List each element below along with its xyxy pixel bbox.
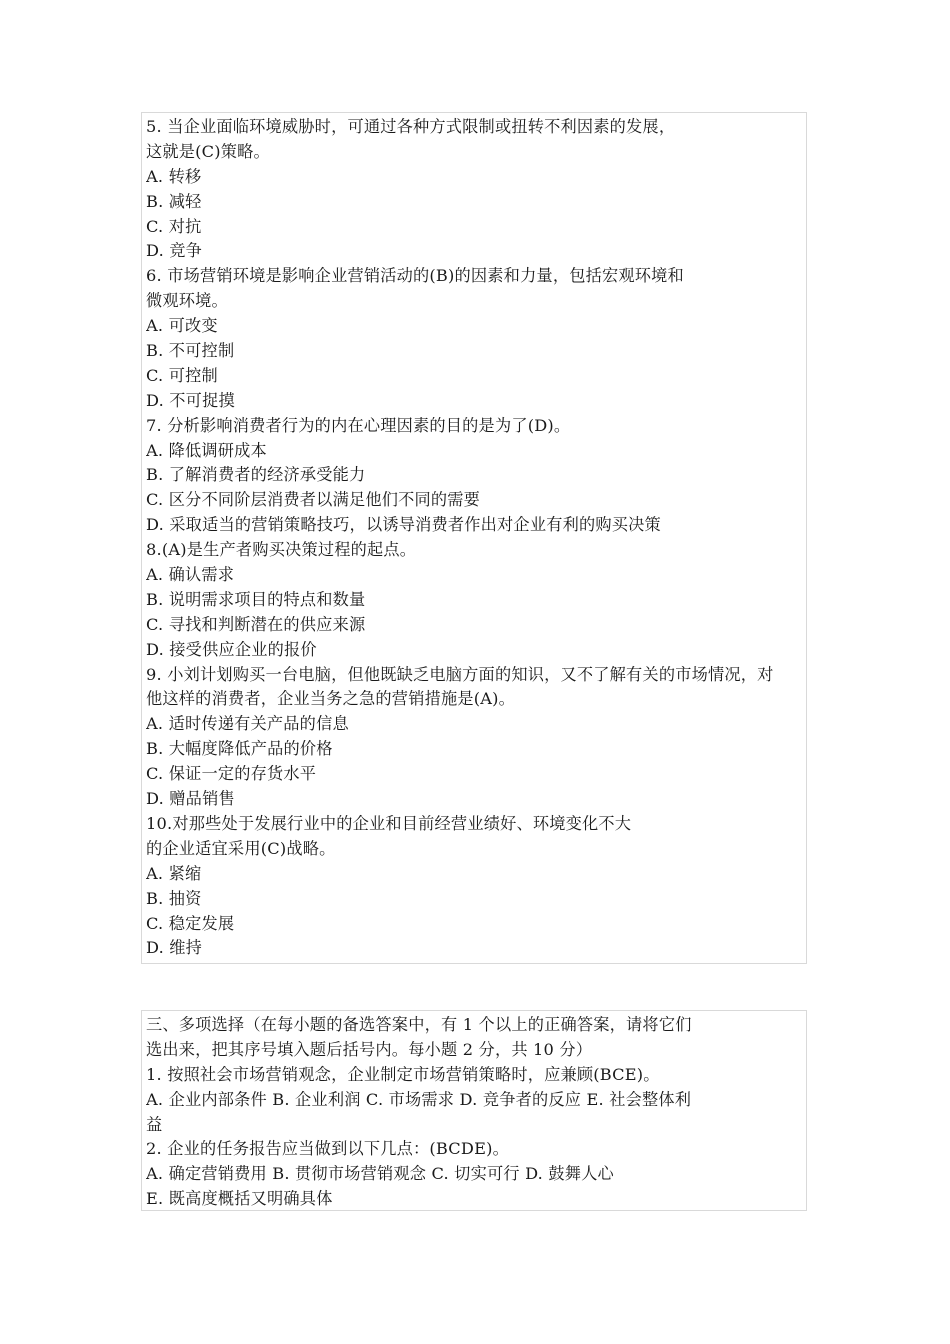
text-line: D. 维持 xyxy=(146,938,203,958)
text-line: B. 减轻 xyxy=(146,191,202,211)
text-line: 选出来，把其序号填入题后括号内。每小题 2 分，共 10 分） xyxy=(146,1039,593,1059)
text-line: A. 确认需求 xyxy=(146,565,235,585)
multiple-choice-section xyxy=(141,1010,807,1211)
text-line: C. 对抗 xyxy=(146,216,202,236)
text-line: 三、多项选择（在每小题的备选答案中，有 1 个以上的正确答案，请将它们 xyxy=(146,1015,692,1034)
text-line: C. 可控制 xyxy=(146,365,218,385)
text-line: C. 区分不同阶层消费者以满足他们不同的需要 xyxy=(146,490,481,510)
text-line: 7. 分析影响消费者行为的内在心理因素的目的是为了(D)。 xyxy=(146,415,571,435)
text-line: 8.(A)是生产者购买决策过程的起点。 xyxy=(146,540,417,560)
text-line: A. 适时传递有关产品的信息 xyxy=(146,714,349,734)
text-line: A. 降低调研成本 xyxy=(146,440,267,460)
text-line: D. 接受供应企业的报价 xyxy=(146,639,317,659)
text-line: 5. 当企业面临环境威胁时，可通过各种方式限制或扭转不利因素的发展， xyxy=(146,117,676,136)
text-line: A. 可改变 xyxy=(146,316,218,336)
text-line: B. 不可控制 xyxy=(146,341,235,361)
text-line: 益 xyxy=(146,1114,163,1134)
text-line: 这就是(C)策略。 xyxy=(146,141,270,161)
text-line: A. 紧缩 xyxy=(146,863,202,883)
text-line: 1. 按照社会市场营销观念，企业制定市场营销策略时，应兼顾(BCE)。 xyxy=(146,1064,660,1084)
text-line: 6. 市场营销环境是影响企业营销活动的(B)的因素和力量，包括宏观环境和 xyxy=(146,266,684,286)
text-line: D. 不可捉摸 xyxy=(146,390,235,410)
text-line: 10.对那些处于发展行业中的企业和目前经营业绩好、环境变化不大 xyxy=(146,813,632,833)
text-line: C. 保证一定的存货水平 xyxy=(146,764,317,784)
text-line: B. 了解消费者的经济承受能力 xyxy=(146,465,366,485)
text-line: 他这样的消费者，企业当务之急的营销措施是(A)。 xyxy=(146,689,516,709)
text-line: C. 寻找和判断潜在的供应来源 xyxy=(146,614,366,634)
text-line: A. 企业内部条件 B. 企业利润 C. 市场需求 D. 竞争者的反应 E. 社会整体利 xyxy=(146,1089,692,1109)
text-line: D. 赠品销售 xyxy=(146,789,235,809)
text-line: B. 大幅度降低产品的价格 xyxy=(146,739,333,759)
single-choice-section xyxy=(141,112,807,964)
text-line: A. 转移 xyxy=(146,166,202,186)
text-line: C. 稳定发展 xyxy=(146,913,235,933)
text-line: 9. 小刘计划购买一台电脑，但他既缺乏电脑方面的知识，又不了解有关的市场情况，对 xyxy=(146,664,774,684)
text-line: B. 说明需求项目的特点和数量 xyxy=(146,589,366,609)
text-line: A. 确定营销费用 B. 贯彻市场营销观念 C. 切实可行 D. 鼓舞人心 xyxy=(146,1164,614,1184)
text-line: B. 抽资 xyxy=(146,888,202,908)
text-line: E. 既高度概括又明确具体 xyxy=(146,1189,333,1209)
text-line: D. 采取适当的营销策略技巧，以诱导消费者作出对企业有利的购买决策 xyxy=(146,515,661,535)
text-line: 微观环境。 xyxy=(146,291,228,311)
text-line: 2. 企业的任务报告应当做到以下几点：(BCDE)。 xyxy=(146,1139,509,1159)
text-line: D. 竞争 xyxy=(146,241,203,261)
text-line: 的企业适宜采用(C)战略。 xyxy=(146,838,336,858)
